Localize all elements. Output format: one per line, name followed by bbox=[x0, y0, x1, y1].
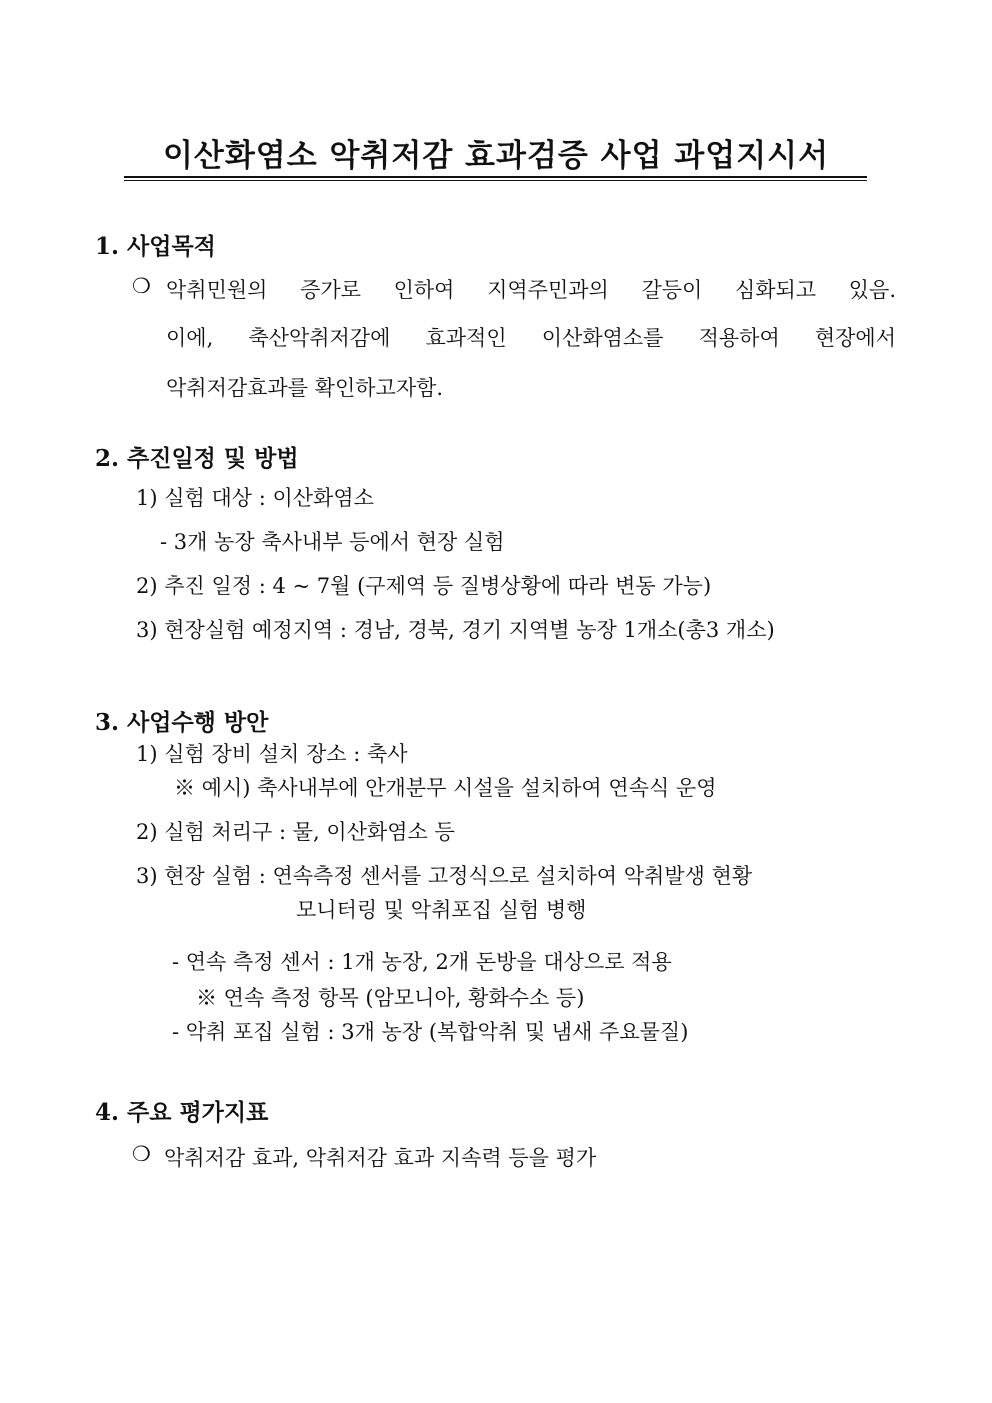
section-3-item-8: - 악취 포집 실험 : 3개 농장 (복합악취 및 냄새 주요물질) bbox=[172, 1020, 689, 1044]
document-title: 이산화염소 악취저감 효과검증 사업 과업지시서 bbox=[162, 138, 830, 174]
section-3-item-5: 모니터링 및 악취포집 실험 병행 bbox=[296, 898, 587, 922]
section-2-item-1: 1) 실험 대상 : 이산화염소 bbox=[136, 486, 374, 510]
section-1-bullet bbox=[132, 274, 164, 298]
section-1-heading: 1. 사업목적 bbox=[95, 233, 216, 260]
title-underline bbox=[124, 176, 867, 178]
section-2-heading: 2. 추진일정 및 방법 bbox=[95, 445, 299, 472]
section-4-bullet bbox=[132, 1142, 164, 1166]
section-1-line-1: 악취민원의 증가로 인하여 지역주민과의 갈등이 심화되고 있음. bbox=[166, 278, 896, 302]
circle-bullet-icon: ❍ bbox=[132, 1142, 151, 1166]
section-3-heading: 3. 사업수행 방안 bbox=[95, 709, 269, 736]
section-3-item-4: 3) 현장 실험 : 연속측정 센서를 고정식으로 설치하여 악취발생 현황 bbox=[136, 864, 753, 888]
section-2-item-3: 2) 추진 일정 : 4 ~ 7월 (구제역 등 질병상황에 따라 변동 가능) bbox=[136, 574, 712, 598]
title-underline-thin bbox=[124, 180, 867, 181]
section-2-item-4: 3) 현장실험 예정지역 : 경남, 경북, 경기 지역별 농장 1개소(총3 개소) bbox=[136, 618, 775, 642]
section-4-line-1: 악취저감 효과, 악취저감 효과 지속력 등을 평가 bbox=[164, 1146, 597, 1170]
section-3-item-2: ※ 예시) 축사내부에 안개분무 시설을 설치하여 연속식 운영 bbox=[174, 776, 717, 800]
section-3-item-7: ※ 연속 측정 항목 (암모니아, 황화수소 등) bbox=[196, 986, 585, 1010]
section-1-line-3: 악취저감효과를 확인하고자함. bbox=[166, 376, 444, 400]
section-3-item-6: - 연속 측정 센서 : 1개 농장, 2개 돈방을 대상으로 적용 bbox=[172, 950, 672, 974]
section-3-item-3: 2) 실험 처리구 : 물, 이산화염소 등 bbox=[136, 820, 455, 844]
section-4-heading: 4. 주요 평가지표 bbox=[95, 1099, 269, 1126]
section-2-item-2: - 3개 농장 축사내부 등에서 현장 실험 bbox=[160, 530, 505, 554]
circle-bullet-icon: ❍ bbox=[132, 274, 151, 298]
section-3-item-1: 1) 실험 장비 설치 장소 : 축사 bbox=[136, 742, 408, 766]
section-1-line-2: 이에, 축산악취저감에 효과적인 이산화염소를 적용하여 현장에서 bbox=[166, 326, 896, 350]
